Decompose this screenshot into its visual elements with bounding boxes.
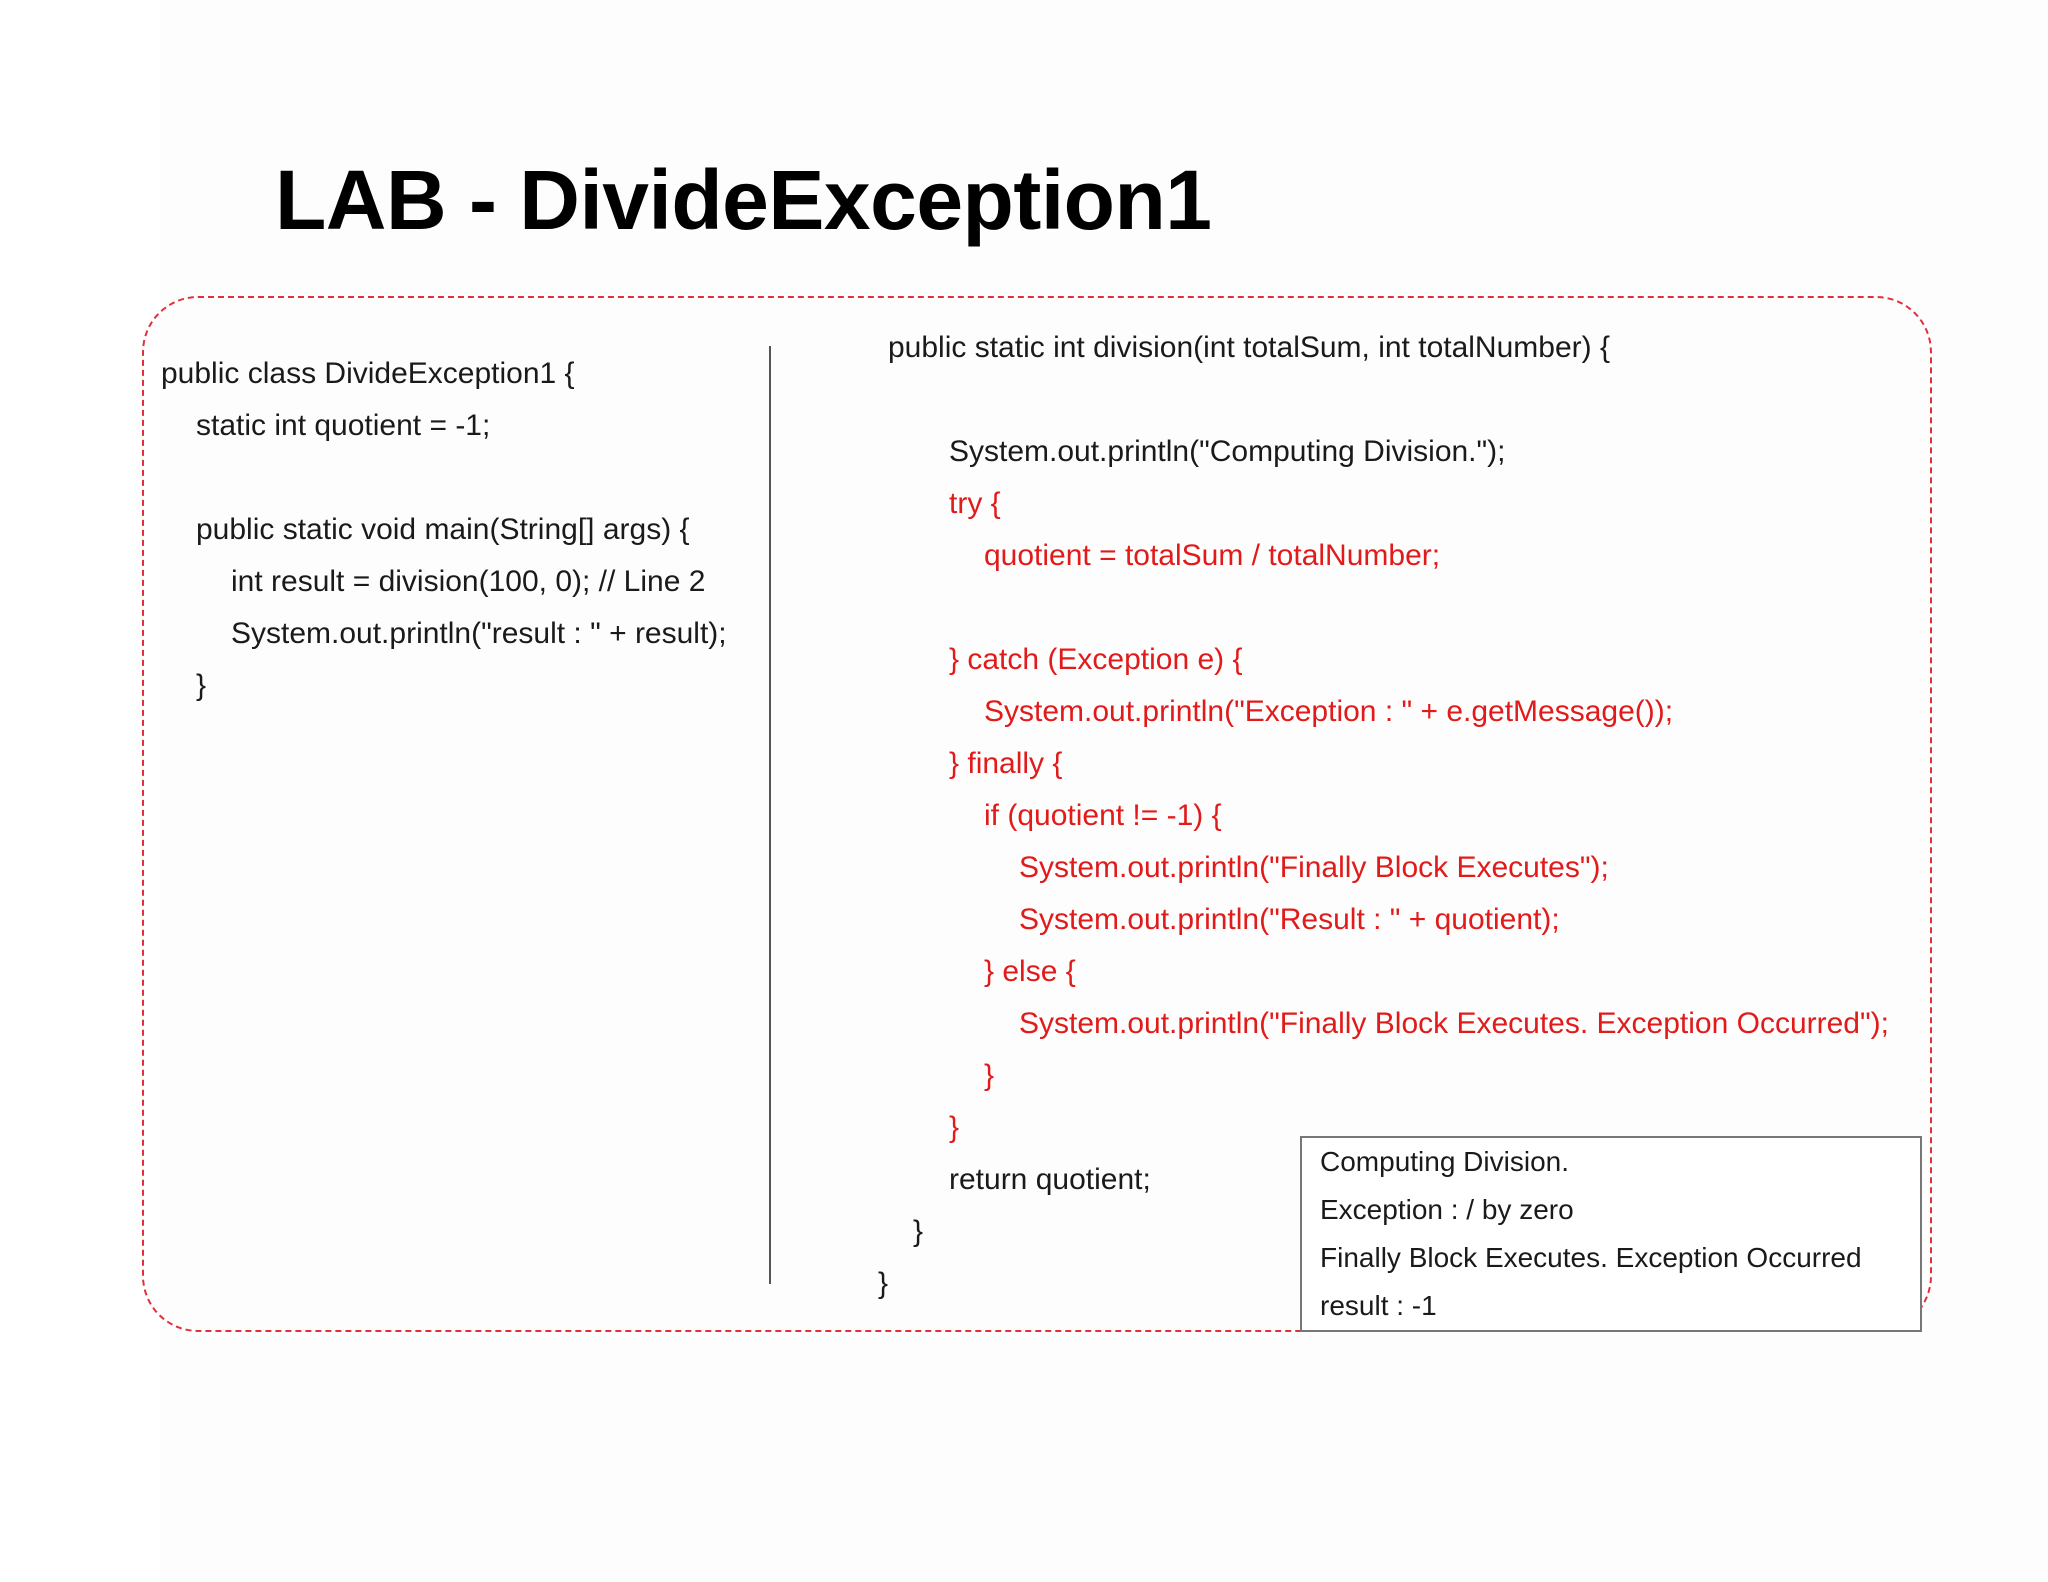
code-line: } — [878, 1267, 889, 1300]
code-line-highlighted: System.out.println("Exception : " + e.getMessage()); — [984, 695, 1674, 728]
code-line: public static void main(String[] args) { — [196, 513, 690, 546]
code-line-highlighted: System.out.println("Finally Block Executes. Exception Occurred"); — [1019, 1007, 1889, 1040]
output-line: Finally Block Executes. Exception Occurred — [1320, 1242, 1862, 1273]
code-line-highlighted: } — [984, 1059, 995, 1092]
code-line-highlighted: try { — [949, 487, 1001, 520]
code-line: public static int division(int totalSum, int totalNumber) { — [888, 331, 1610, 364]
code-line: return quotient; — [949, 1163, 1151, 1196]
output-line: result : -1 — [1320, 1290, 1437, 1321]
code-line: static int quotient = -1; — [196, 409, 491, 442]
code-line-highlighted: } else { — [984, 955, 1076, 988]
code-line: int result = division(100, 0); // Line 2 — [231, 565, 706, 598]
code-line: } — [196, 669, 207, 702]
console-output-box — [1300, 1136, 1922, 1332]
slide-title: LAB - DivideException1 — [275, 153, 1212, 247]
code-line-highlighted: quotient = totalSum / totalNumber; — [984, 539, 1441, 572]
code-line-highlighted: } finally { — [949, 747, 1063, 780]
output-line: Computing Division. — [1320, 1146, 1569, 1177]
code-line: System.out.println("Computing Division."); — [949, 435, 1506, 468]
code-line-highlighted: } catch (Exception e) { — [949, 643, 1243, 676]
code-line: public class DivideException1 { — [161, 357, 575, 390]
output-line: Exception : / by zero — [1320, 1194, 1574, 1225]
code-line: } — [913, 1215, 924, 1248]
column-divider — [769, 346, 771, 1284]
code-line-highlighted: if (quotient != -1) { — [984, 799, 1222, 832]
code-line-highlighted: System.out.println("Result : " + quotient); — [1019, 903, 1560, 936]
code-line: System.out.println("result : " + result); — [231, 617, 727, 650]
code-line-highlighted: System.out.println("Finally Block Executes"); — [1019, 851, 1609, 884]
code-line-highlighted: } — [949, 1111, 960, 1144]
